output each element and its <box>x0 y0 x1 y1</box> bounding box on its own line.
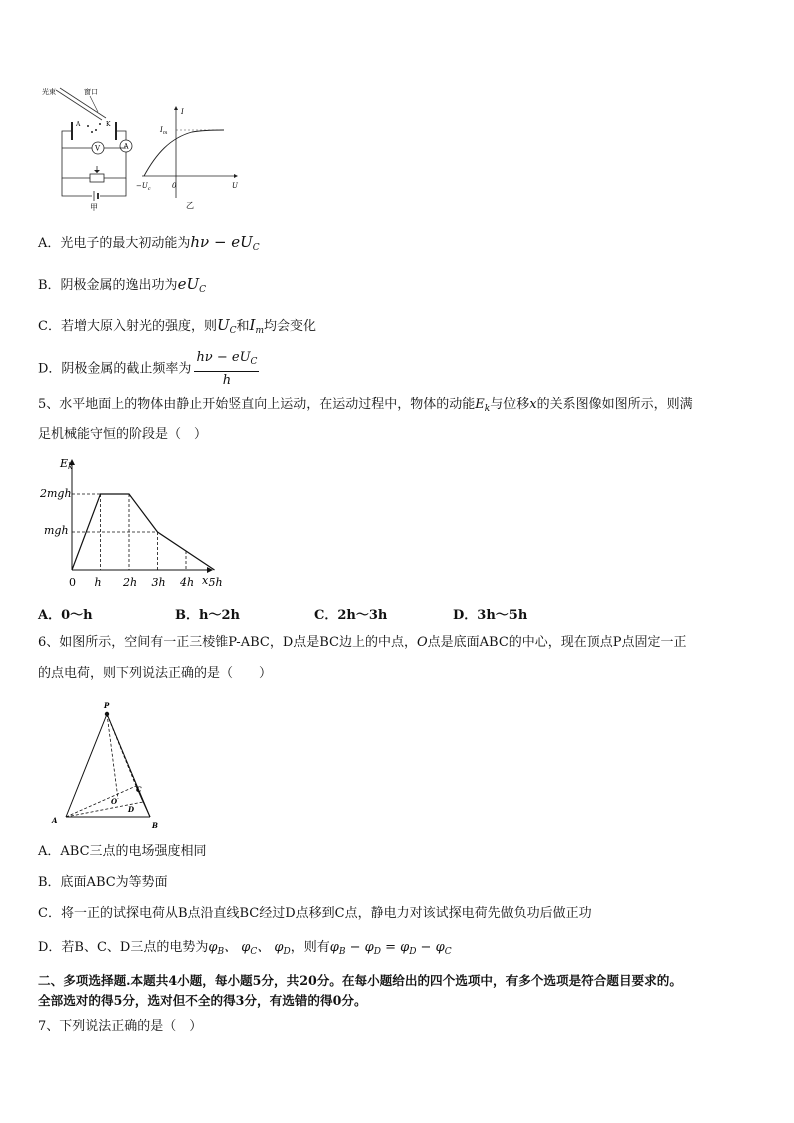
q6-option-d: D．若B、C、D三点的电势为$\varphi_B$、 $\varphi_C$、 $\varphi_D$，则有$\varphi_B - \varphi_D = \varphi_D - \varphi_C$ <box>38 940 452 957</box>
q4-option-c-math: U <box>216 316 230 334</box>
q6-stem-O: O <box>417 635 428 650</box>
pyramid-label-P: P <box>104 701 110 710</box>
chart-xtick-label: 3h <box>151 576 166 589</box>
caption-yi: 乙 <box>186 201 194 210</box>
q6-option-d-mid: ，则有 <box>290 940 330 955</box>
q6-option-a: A．ABC三点的电场强度相同 <box>38 844 207 859</box>
q4-option-b <box>38 276 206 298</box>
q6-stem-b: 点是底面ABC的中心，现在顶点P点固定一正 <box>427 635 687 650</box>
chart-xtick-label: 0 <box>69 576 76 589</box>
q4-option-c-suffix: 均会变化 <box>264 319 317 334</box>
label-window: 窗口 <box>84 88 98 96</box>
q5-option-d: D．3h～5h <box>453 608 528 623</box>
q6-option-d-text: D．若B、C、D三点的电势为 <box>38 940 209 955</box>
svg-text:Im <box>159 126 168 136</box>
q5-option-a: A．0～h <box>38 608 93 623</box>
chart-xtick-label: 4h <box>180 576 195 589</box>
q5-stem-x: x <box>529 397 537 412</box>
label-voltmeter: V <box>95 144 101 153</box>
q5-stem-Ek: E <box>475 397 485 412</box>
q4-option-a-text: A．光电子的最大初动能为 <box>38 236 191 251</box>
section2-line1: 二、多项选择题.本题共4小题，每小题5分，共20分。在每小题给出的四个选项中，有多个选项是符合题目要求的。 <box>38 973 682 988</box>
chart-y-label-sub: k <box>68 462 73 471</box>
q4-option-b-text: B．阴极金属的逸出功为 <box>38 278 178 293</box>
photoelectric-figure <box>38 84 248 212</box>
q4-option-d-frac-den: h <box>222 373 232 388</box>
ek-chart <box>36 452 226 592</box>
q4-option-c-math2: I <box>249 316 256 334</box>
q5-stem-b: 与位移 <box>490 397 530 412</box>
q4-option-d-frac-num: hν − eU <box>196 350 251 365</box>
q6-option-c: C．将一正的试探电荷从B点沿直线BC经过D点移到C点，静电力对该试探电荷先做负功后做正功 <box>38 906 592 921</box>
graph-negUc-label: −U <box>136 182 148 190</box>
q4-option-a-math-sub: C <box>252 243 260 253</box>
q5-option-b: B．h～2h <box>175 608 240 623</box>
q5-stem-line1 <box>38 397 693 417</box>
q6-stem-line1 <box>38 635 687 651</box>
chart-xtick-label: 5h <box>208 576 223 589</box>
label-anode: A <box>76 121 81 128</box>
q5-stem-c: 的关系图像如图所示，则满 <box>536 397 693 412</box>
q4-option-d <box>38 349 259 390</box>
q5-option-c: C．2h～3h <box>314 608 388 623</box>
q6-stem-a: 6、如图所示，空间有一正三棱锥P-ABC，D点是BC边上的中点， <box>38 635 417 650</box>
chart-x-label: x <box>202 574 209 587</box>
q5-stem-Ek-sub: k <box>484 404 491 414</box>
q6-stem-line2: 的点电荷，则下列说法正确的是（ ） <box>38 666 273 681</box>
q5-stem-a: 5、水平地面上的物体由静止开始竖直向上运动，在运动过程中，物体的动能 <box>38 397 476 412</box>
svg-text:−Uc <box>136 182 151 192</box>
pyramid-label-B: B <box>152 821 158 830</box>
graph-Im-label: I <box>160 126 163 134</box>
label-cathode: K <box>106 121 111 128</box>
q4-option-c-math-sub: C <box>229 326 237 336</box>
q4-option-d-text: D．阴极金属的截止频率为 <box>38 361 192 377</box>
graph-negUc-sub: c <box>147 186 151 192</box>
pyramid-label-D: D <box>128 805 135 814</box>
q4-option-c-mid: 和 <box>236 319 250 334</box>
q4-option-c-text: C．若增大原入射光的强度，则 <box>38 319 217 334</box>
chart-ytick-2mgh: 2mgh <box>40 487 72 500</box>
pyramid-label-A: A <box>52 816 58 825</box>
q6-option-b: B．底面ABC为等势面 <box>38 875 168 890</box>
q4-option-c-math2-sub: m <box>255 326 264 336</box>
q4-option-a <box>38 234 260 256</box>
chart-ytick-mgh: mgh <box>44 524 69 537</box>
q4-option-d-frac-num-sub: C <box>250 357 258 367</box>
label-ammeter: A <box>123 142 129 151</box>
label-light: 光束 <box>42 88 56 96</box>
graph-I-label: I <box>181 108 184 116</box>
graph-Im-sub: m <box>162 130 168 136</box>
q4-option-a-math: hν − eU <box>190 233 253 251</box>
q4-option-b-math-sub: C <box>199 285 206 295</box>
q7-stem: 7、下列说法正确的是（ ） <box>38 1019 203 1034</box>
graph-U-label: U <box>232 182 238 190</box>
pyramid-figure <box>46 698 170 832</box>
q5-stem-line2: 足机械能守恒的阶段是（ ） <box>38 427 208 442</box>
pyramid-label-C: C <box>136 785 142 794</box>
section2-line2: 全部选对的得5分，选对但不全的得3分，有选错的得0分。 <box>38 993 367 1008</box>
q4-option-b-math: eU <box>177 275 200 293</box>
chart-xtick-label: h <box>94 576 102 589</box>
q4-option-c <box>38 317 316 339</box>
pyramid-label-O: O <box>111 797 118 806</box>
chart-y-label: Ek <box>60 457 73 471</box>
q4-option-d-fraction <box>194 349 259 390</box>
chart-xtick-label: 2h <box>123 576 138 589</box>
graph-zero: 0 <box>172 182 177 190</box>
caption-jia: 甲 <box>90 203 98 212</box>
